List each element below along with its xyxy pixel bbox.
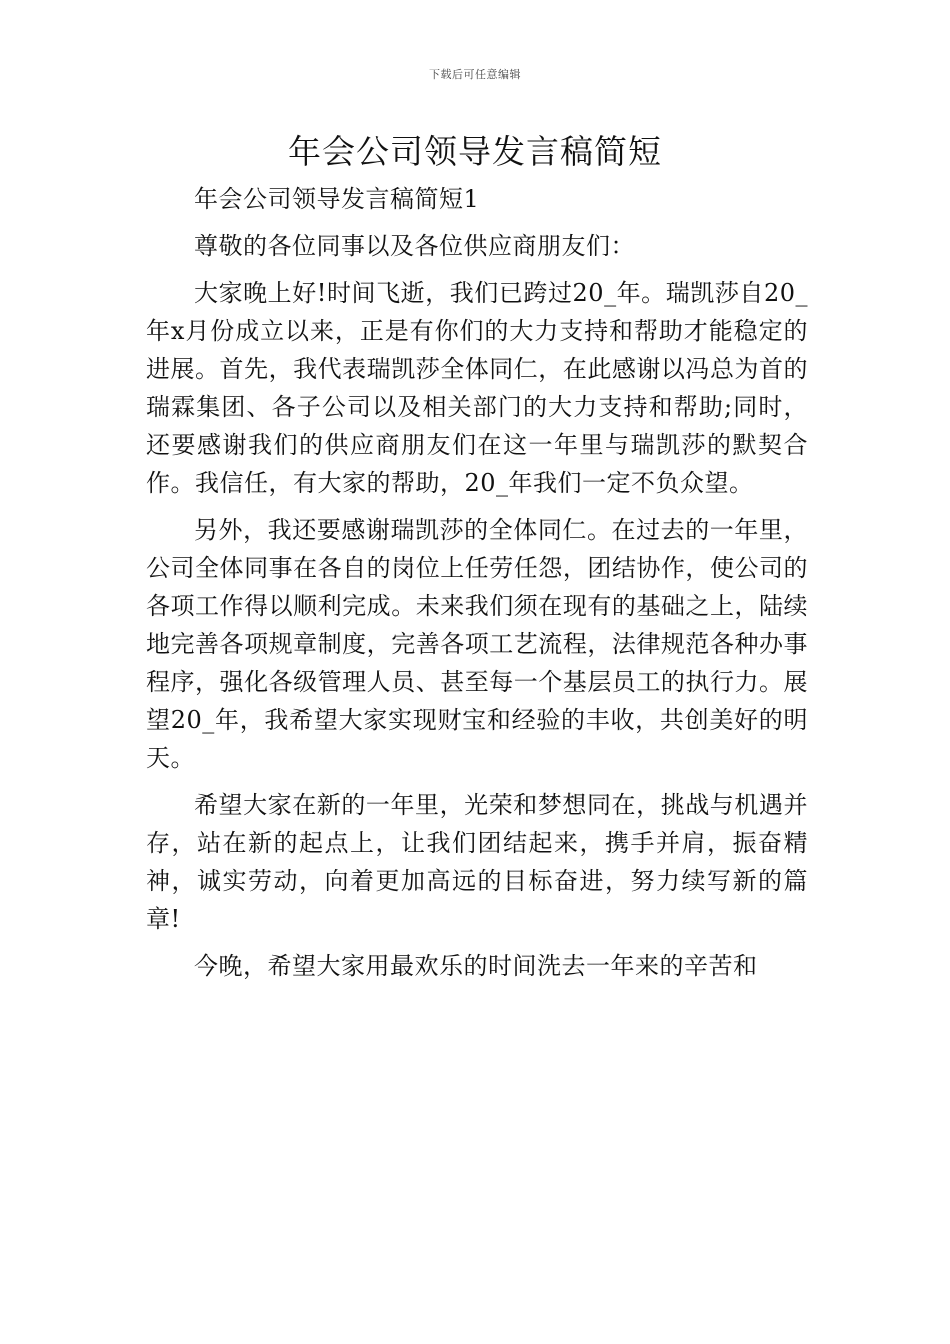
salutation-paragraph: 尊敬的各位同事以及各位供应商朋友们： <box>194 232 635 260</box>
body-paragraph: 大家晚上好!时间飞逝，我们已跨过20_年。瑞凯莎自20_年x月份成立以来，正是有你们的大力支持和帮助才能稳定的进展。首先，我代表瑞凯莎全体同仁，在此感谢以冯总为首的瑞霖集团、各子公司以及相关部门的大力支持和帮助;同时，还要感谢我们的供应商朋友们在这一年里与瑞凯莎的默契合作。我信任，有大家的帮助，20_年我们一定不负众望。 <box>146 279 808 497</box>
body-paragraph: 今晚，希望大家用最欢乐的时间洗去一年来的辛苦和 <box>194 952 758 980</box>
section-subtitle: 年会公司领导发言稿简短1 <box>194 185 480 213</box>
body-paragraph: 希望大家在新的一年里，光荣和梦想同在，挑战与机遇并存，站在新的起点上，让我们团结起来，携手并肩，振奋精神，诚实劳动，向着更加高远的目标奋进，努力续写新的篇章! <box>146 791 808 933</box>
document-title: 年会公司领导发言稿简短 <box>288 132 662 171</box>
body-paragraph: 另外，我还要感谢瑞凯莎的全体同仁。在过去的一年里，公司全体同事在各自的岗位上任劳任怨，团结协作，使公司的各项工作得以顺利完成。未来我们须在现有的基础之上，陆续地完善各项规章制度，完善各项工艺流程，法律规范各种办事程序，强化各级管理人员、甚至每一个基层员工的执行力。展望20_年，我希望大家实现财宝和经验的丰收，共创美好的明天。 <box>146 516 808 772</box>
document-body <box>146 180 808 985</box>
header-note: 下载后可任意编辑 <box>429 68 521 81</box>
